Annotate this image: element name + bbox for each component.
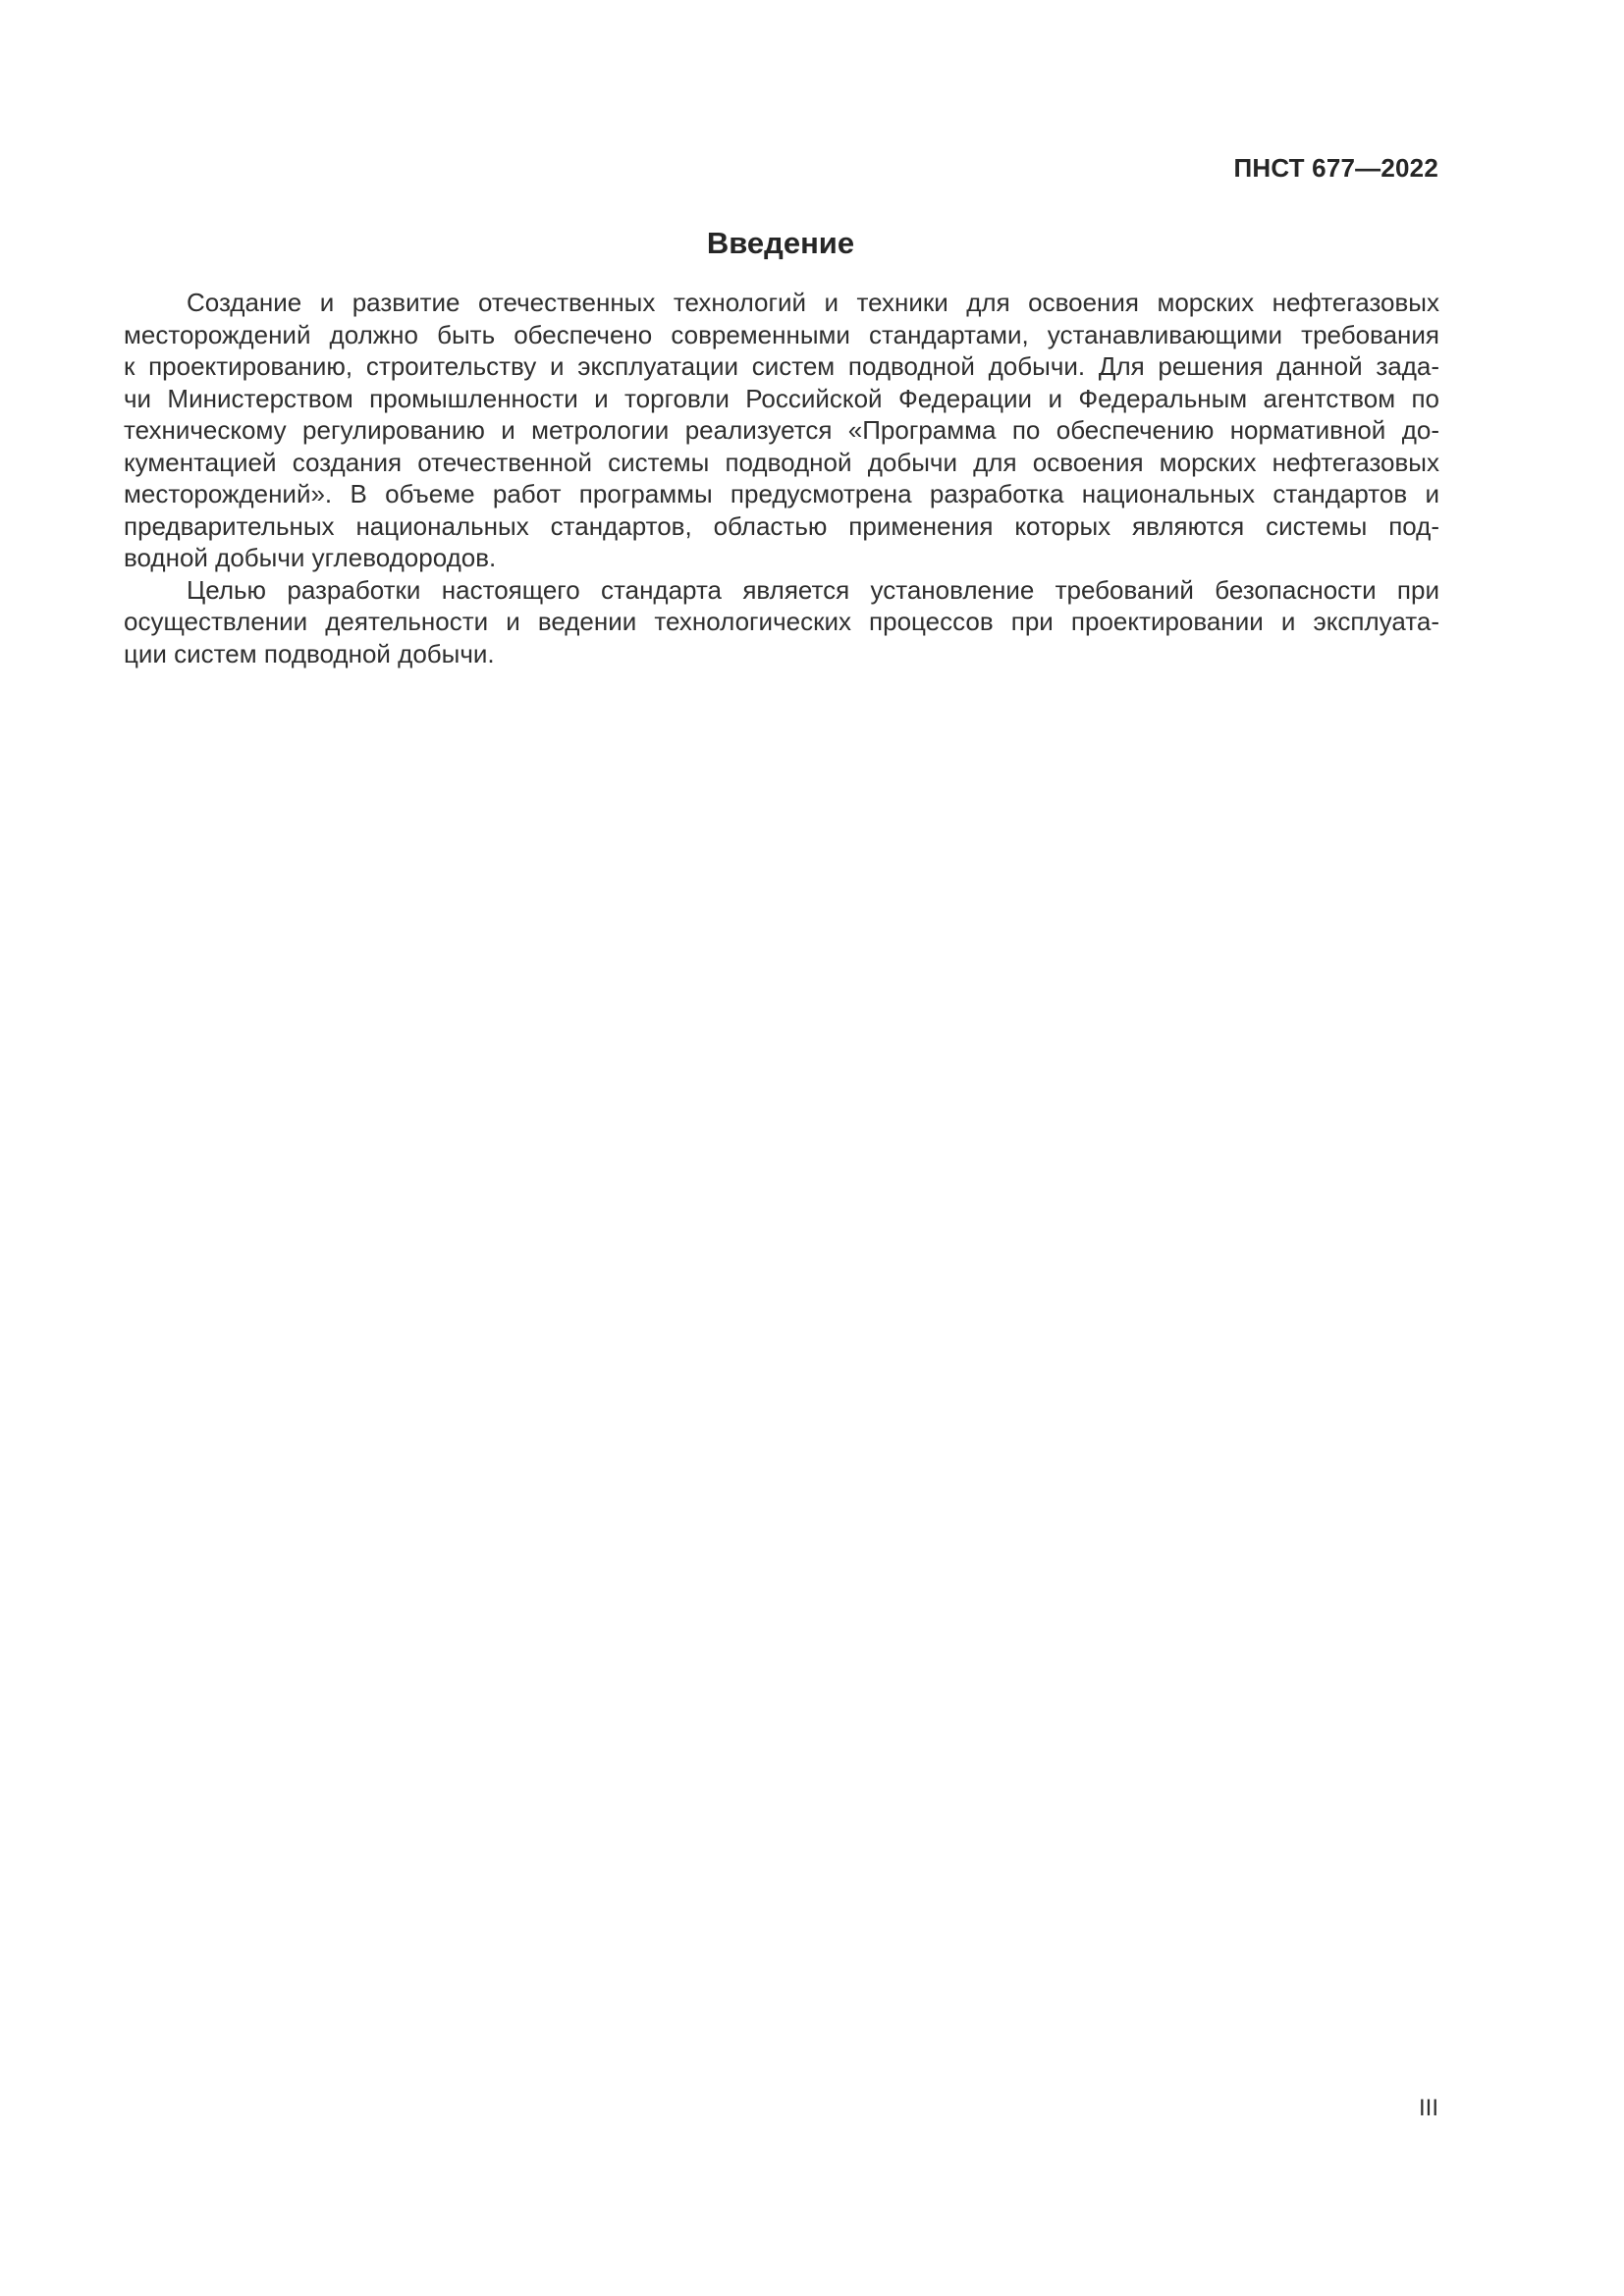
paragraph-2 — [124, 574, 1439, 670]
text-line: техническому регулированию и метрологии реализуется «Программа по обеспечению нормативной до- — [124, 415, 1439, 445]
document-code: ПНСТ 677—2022 — [1233, 153, 1438, 183]
page-number: III — [1418, 2095, 1438, 2121]
text-line: к проектированию, строительству и эксплуатации систем подводной добычи. Для решения данной зада- — [124, 351, 1439, 381]
text-line: осуществлении деятельности и ведении технологических процессов при проектировании и эксплуата- — [124, 607, 1439, 636]
introduction-body — [124, 287, 1439, 669]
text-line: месторождений». В объеме работ программы предусмотрена разработка национальных стандартов и — [124, 479, 1439, 508]
paragraph-1 — [124, 287, 1439, 574]
text-line: чи Министерством промышленности и торговли Российской Федерации и Федеральным агентством по — [124, 383, 1439, 413]
text-line: ции систем подводной добычи. — [124, 638, 495, 668]
section-title: Введение — [706, 226, 855, 260]
text-line: месторождений должно быть обеспечено современными стандартами, устанавливающими требования — [124, 319, 1439, 349]
text-line: кументацией создания отечественной системы подводной добычи для освоения морских нефтегазовых — [124, 447, 1439, 477]
text-line: Целью разработки настоящего стандарта является установление требований безопасности при — [187, 574, 1439, 605]
text-line: водной добычи углеводородов. — [124, 543, 497, 572]
text-line: предварительных национальных стандартов, областью применения которых являются системы под- — [124, 510, 1439, 541]
text-line: Создание и развитие отечественных технологий и техники для освоения морских нефтегазовых — [187, 288, 1439, 317]
